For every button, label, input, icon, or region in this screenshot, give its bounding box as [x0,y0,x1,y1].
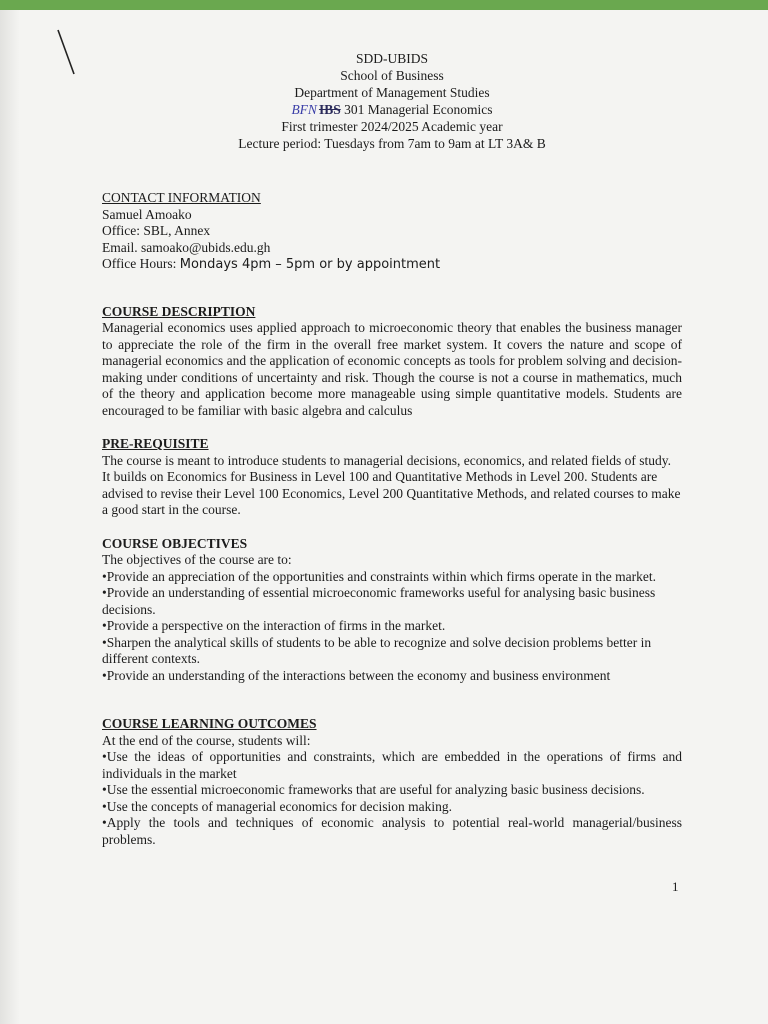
contact-office: Office: SBL, Annex [102,223,211,238]
description-text: Managerial economics uses applied approach to microeconomic theory that enables the business manager to appreciate the role of the firm in the overall free market system. It covers the nature and scope of managerial economics and the application of economic concepts as tools for problem solving and decision-making under conditions of uncertainty and risk. Though the course is not a course in mathematics, much of the theory and application become more manageable using simple quantitative models. Students are encouraged to be familiar with basic algebra and calculus [102,320,682,418]
prerequisite-text: The course is meant to introduce students to managerial decisions, economics, and related fields of study. It builds on Economics for Business in Level 100 and Quantitative Methods in Level 200. Students are advised to revise their Level 100 Economics, Level 200 Quantitative Methods, and related courses to make a good start in the course. [102,452,681,517]
description-section [102,304,682,420]
contact-email: Email. samoako@ubids.edu.gh [102,239,271,255]
document-page [102,50,682,848]
outcome-item: •Apply the tools and techniques of economic analysis to potential real-world managerial/business problems. [102,815,682,847]
outcome-item: •Use the concepts of managerial economics for decision making. [102,798,452,814]
objective-item: •Provide an understanding of essential microeconomic frameworks useful for analysing basic business decisions. [102,585,656,617]
course-header [102,50,682,152]
objectives-heading: COURSE OBJECTIVES [102,535,248,551]
academic-year: First trimester 2024/2025 Academic year [281,119,503,134]
course-title-line [102,101,682,118]
description-heading: COURSE DESCRIPTION [102,303,256,319]
outcome-item: •Use the essential microeconomic frameworks that are useful for analyzing basic business decisions. [102,782,645,797]
handwritten-course-code: BFN [291,102,317,117]
outcomes-intro: At the end of the course, students will: [102,732,311,748]
outcomes-heading: COURSE LEARNING OUTCOMES [102,716,317,731]
struck-course-code: IBS [318,102,341,117]
contact-heading: CONTACT INFORMATION [102,190,261,205]
lecture-period: Lecture period: Tuesdays from 7am to 9am at LT 3A& B [238,136,546,151]
department-name: Department of Management Studies [294,85,490,100]
institution-name: SDD-UBIDS [355,51,428,66]
objective-item: •Sharpen the analytical skills of students to be able to recognize and solve decision problems better in different contexts. [102,634,652,666]
objective-item: •Provide an understanding of the interactions between the economy and business environment [102,667,611,683]
page-left-shadow [0,10,20,1024]
objective-item: •Provide a perspective on the interaction of firms in the market. [102,618,446,633]
pen-stroke-mark [56,28,76,76]
prerequisite-section [102,436,682,519]
school-name: School of Business [340,68,444,83]
outcomes-section [102,716,682,848]
objectives-intro: The objectives of the course are to: [102,552,292,567]
contact-name: Samuel Amoako [102,206,192,222]
contact-hours-value: Mondays 4pm – 5pm or by appointment [179,257,441,272]
prerequisite-heading: PRE-REQUISITE [102,436,209,451]
objective-item: •Provide an appreciation of the opportunities and constraints within which firms operate in the market. [102,568,656,584]
objectives-section [102,536,682,685]
contact-hours-label: Office Hours: [102,256,180,271]
outcome-item: •Use the ideas of opportunities and constraints, which are embedded in the operations of firms and individuals in the market [102,749,682,781]
page-number: 1 [672,879,679,894]
green-top-edge [0,0,768,10]
course-title: 301 Managerial Economics [344,102,493,117]
contact-hours [102,256,682,274]
contact-section [102,190,682,274]
